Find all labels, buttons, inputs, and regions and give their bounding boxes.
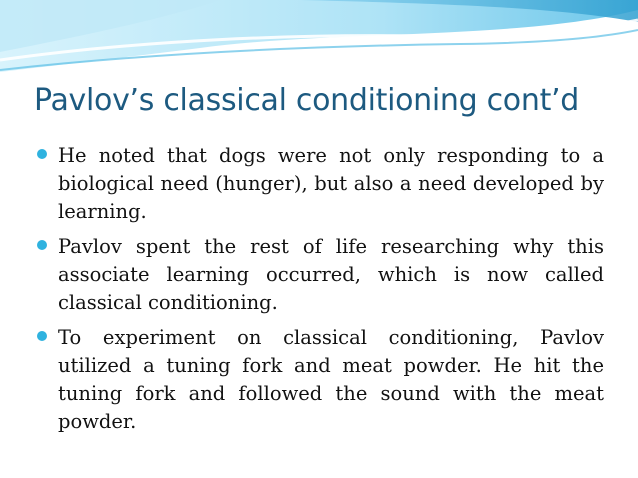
bullet-dot-icon [37, 331, 47, 341]
bullet-item [36, 324, 604, 436]
bullet-dot-icon [37, 240, 47, 250]
bullet-text: To experiment on classical conditioning, Pavlov utilized a tuning fork and meat powder. He hit the tuning fork and followed the sound with the meat powder. [58, 326, 604, 433]
header-wave-decoration [0, 0, 638, 80]
bullet-item [36, 142, 604, 226]
bullet-dot-icon [37, 149, 47, 159]
bullet-text: He noted that dogs were not only responding to a biological need (hunger), but also a need developed by learning. [58, 144, 604, 223]
slide-title: Pavlov’s classical conditioning cont’d [34, 83, 580, 118]
bullet-text: Pavlov spent the rest of life researching why this associate learning occurred, which is now called classical conditioning. [58, 235, 604, 314]
bullet-item [36, 233, 604, 317]
bullet-list [36, 142, 604, 443]
